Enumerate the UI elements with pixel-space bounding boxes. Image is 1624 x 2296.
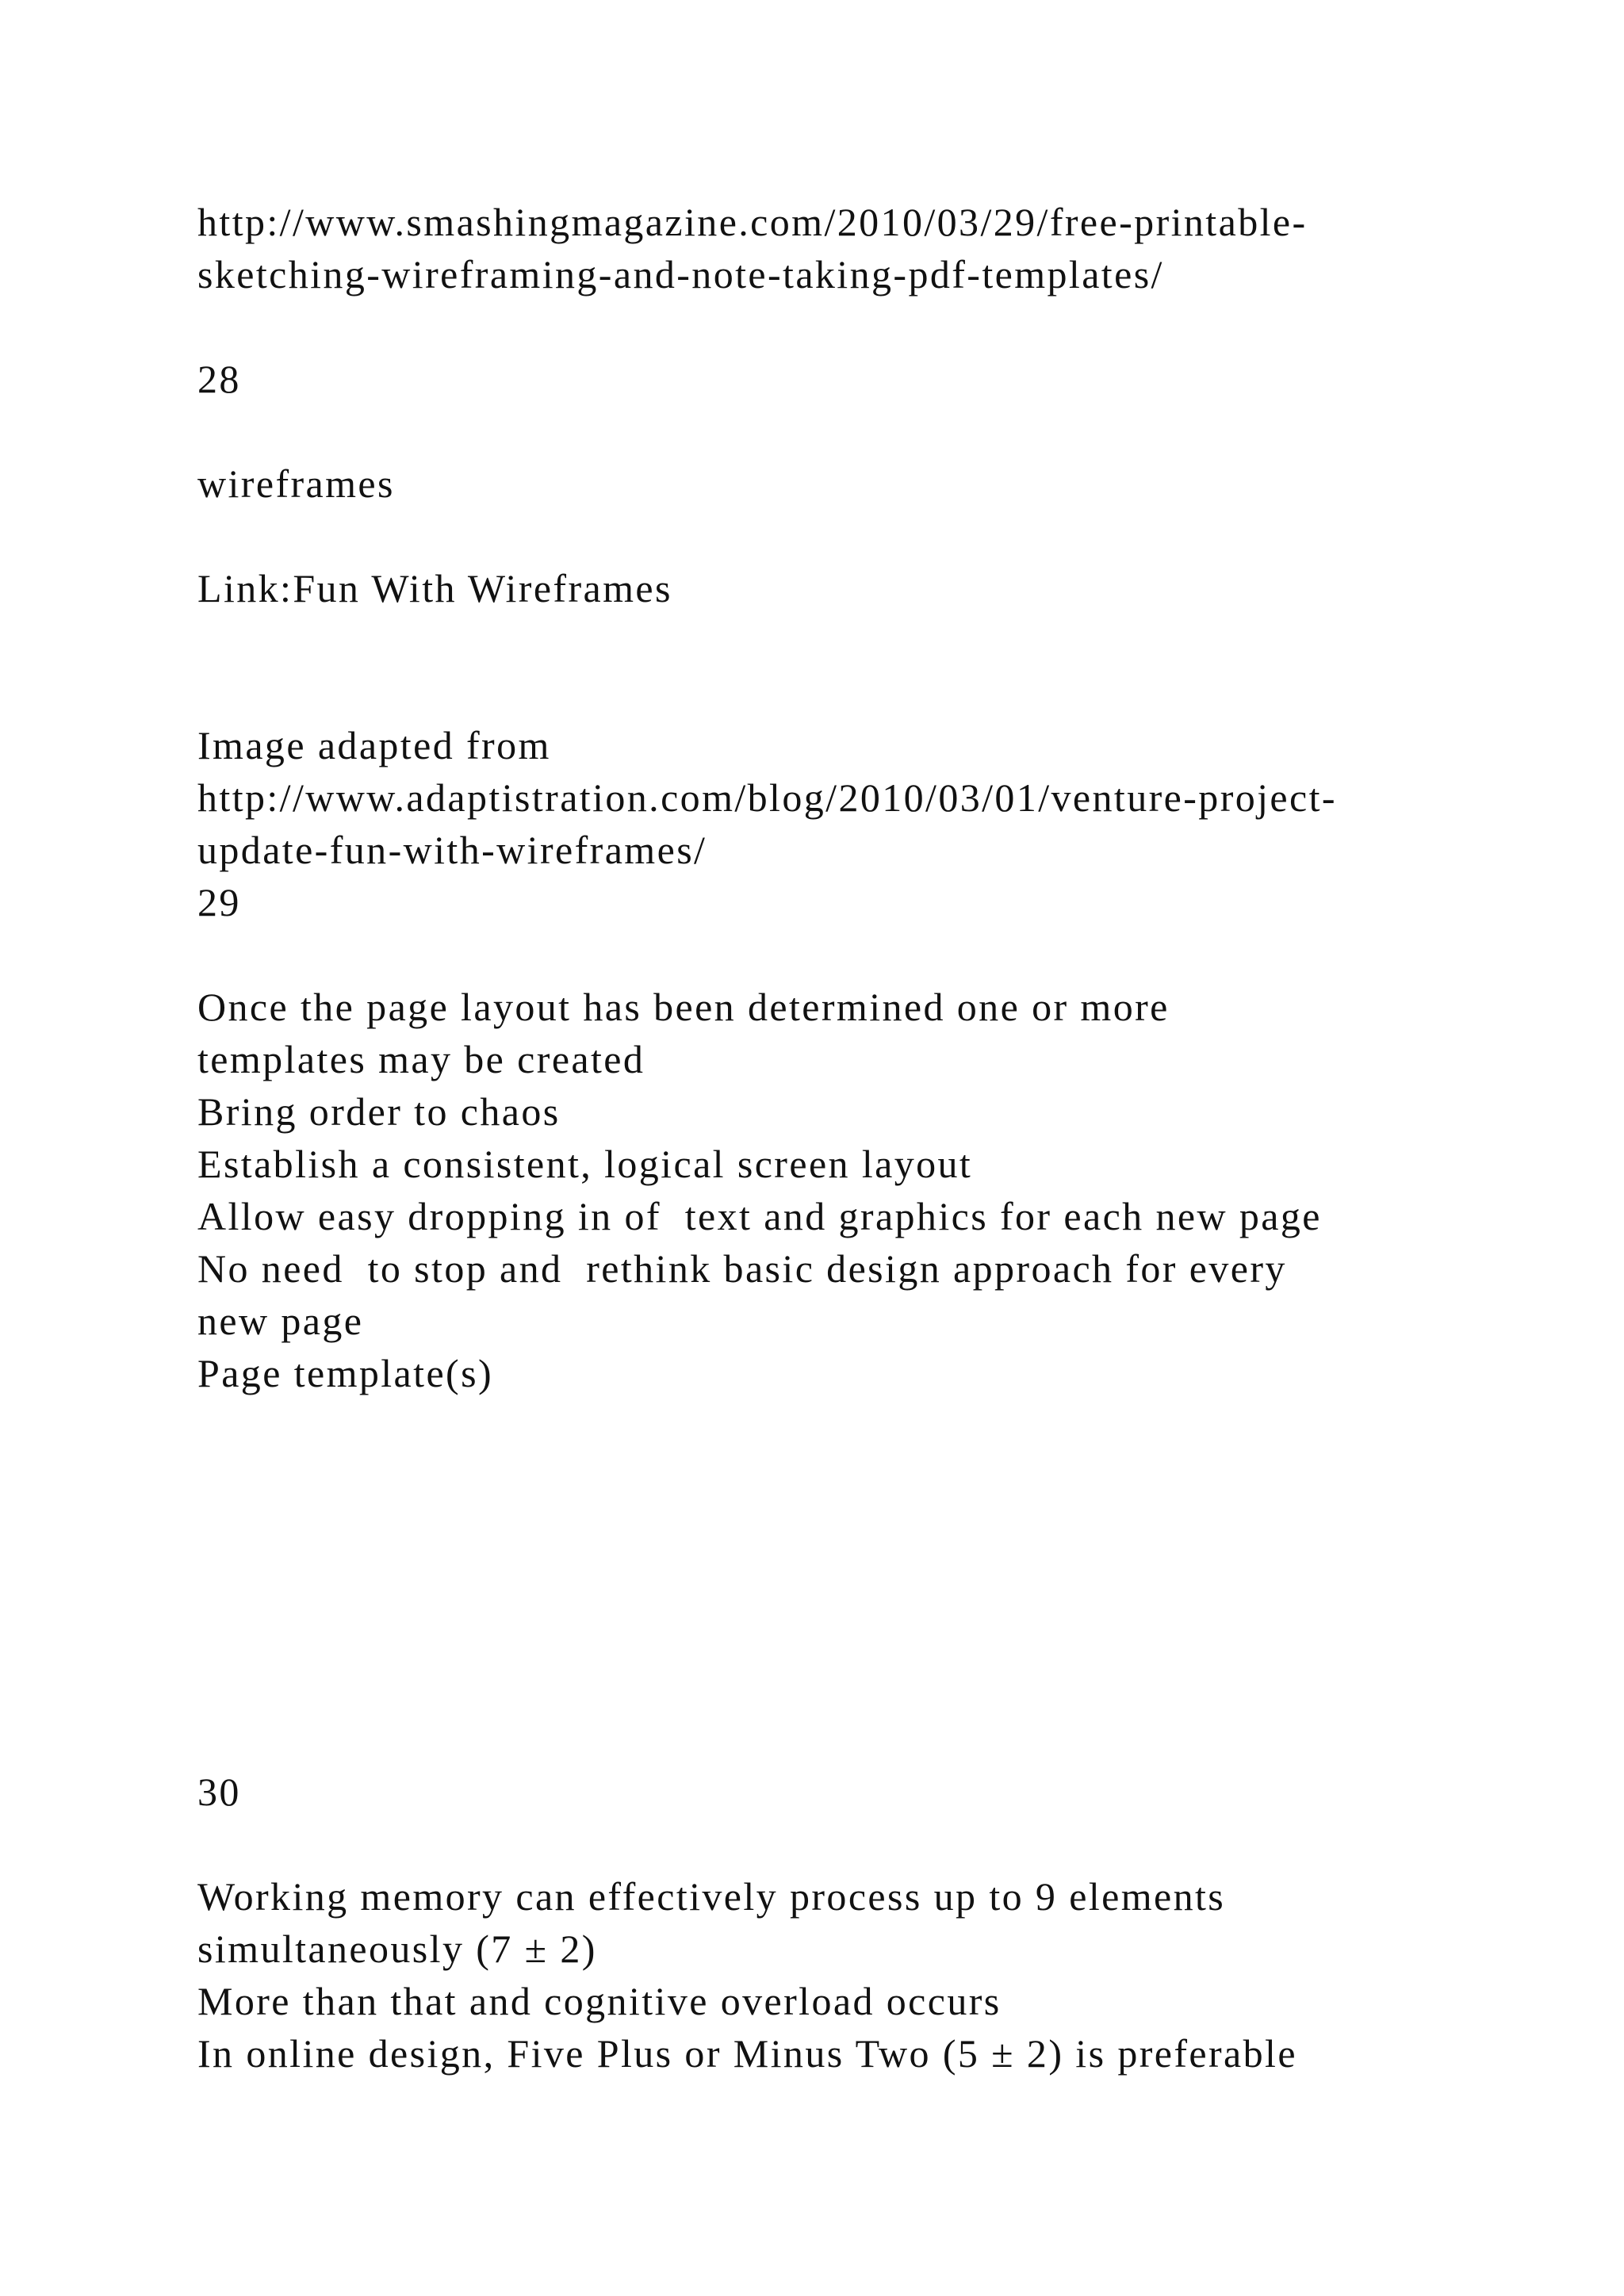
- memory-text-line-3: More than that and cognitive overload occurs: [197, 1979, 1002, 2023]
- slide-number-29: 29: [197, 880, 241, 924]
- source-url-line-2: sketching-wireframing-and-note-taking-pdf-templates/: [197, 252, 1164, 297]
- fun-with-wireframes-link[interactable]: Link:Fun With Wireframes: [197, 566, 672, 610]
- templates-text-line-8: Page template(s): [197, 1351, 493, 1395]
- templates-text-line-4: Establish a consistent, logical screen layout: [197, 1142, 973, 1186]
- source-url-line-1: http://www.smashingmagazine.com/2010/03/29/free-printable-: [197, 200, 1308, 244]
- slide-number-30: 30: [197, 1770, 241, 1814]
- slide-number-28: 28: [197, 357, 241, 401]
- image-credit-line-3: update-fun-with-wireframes/: [197, 828, 707, 872]
- templates-text-line-3: Bring order to chaos: [197, 1089, 561, 1134]
- memory-text-line-2: simultaneously (7 ± 2): [197, 1927, 597, 1971]
- memory-text-line-4: In online design, Five Plus or Minus Two (5 ± 2) is preferable: [197, 2031, 1297, 2076]
- templates-text-line-1: Once the page layout has been determined one or more: [197, 985, 1170, 1029]
- templates-text-line-7: new page: [197, 1299, 364, 1343]
- memory-text-line-1: Working memory can effectively process up to 9 elements: [197, 1874, 1226, 1919]
- templates-text-line-5: Allow easy dropping in of text and graphics for each new page: [197, 1194, 1322, 1238]
- image-credit-line-2: http://www.adaptistration.com/blog/2010/03/01/venture-project-: [197, 775, 1337, 820]
- image-credit-line-1: Image adapted from: [197, 723, 551, 767]
- wireframes-heading: wireframes: [197, 461, 395, 506]
- templates-text-line-6: No need to stop and rethink basic design approach for every: [197, 1246, 1287, 1291]
- templates-text-line-2: templates may be created: [197, 1037, 645, 1081]
